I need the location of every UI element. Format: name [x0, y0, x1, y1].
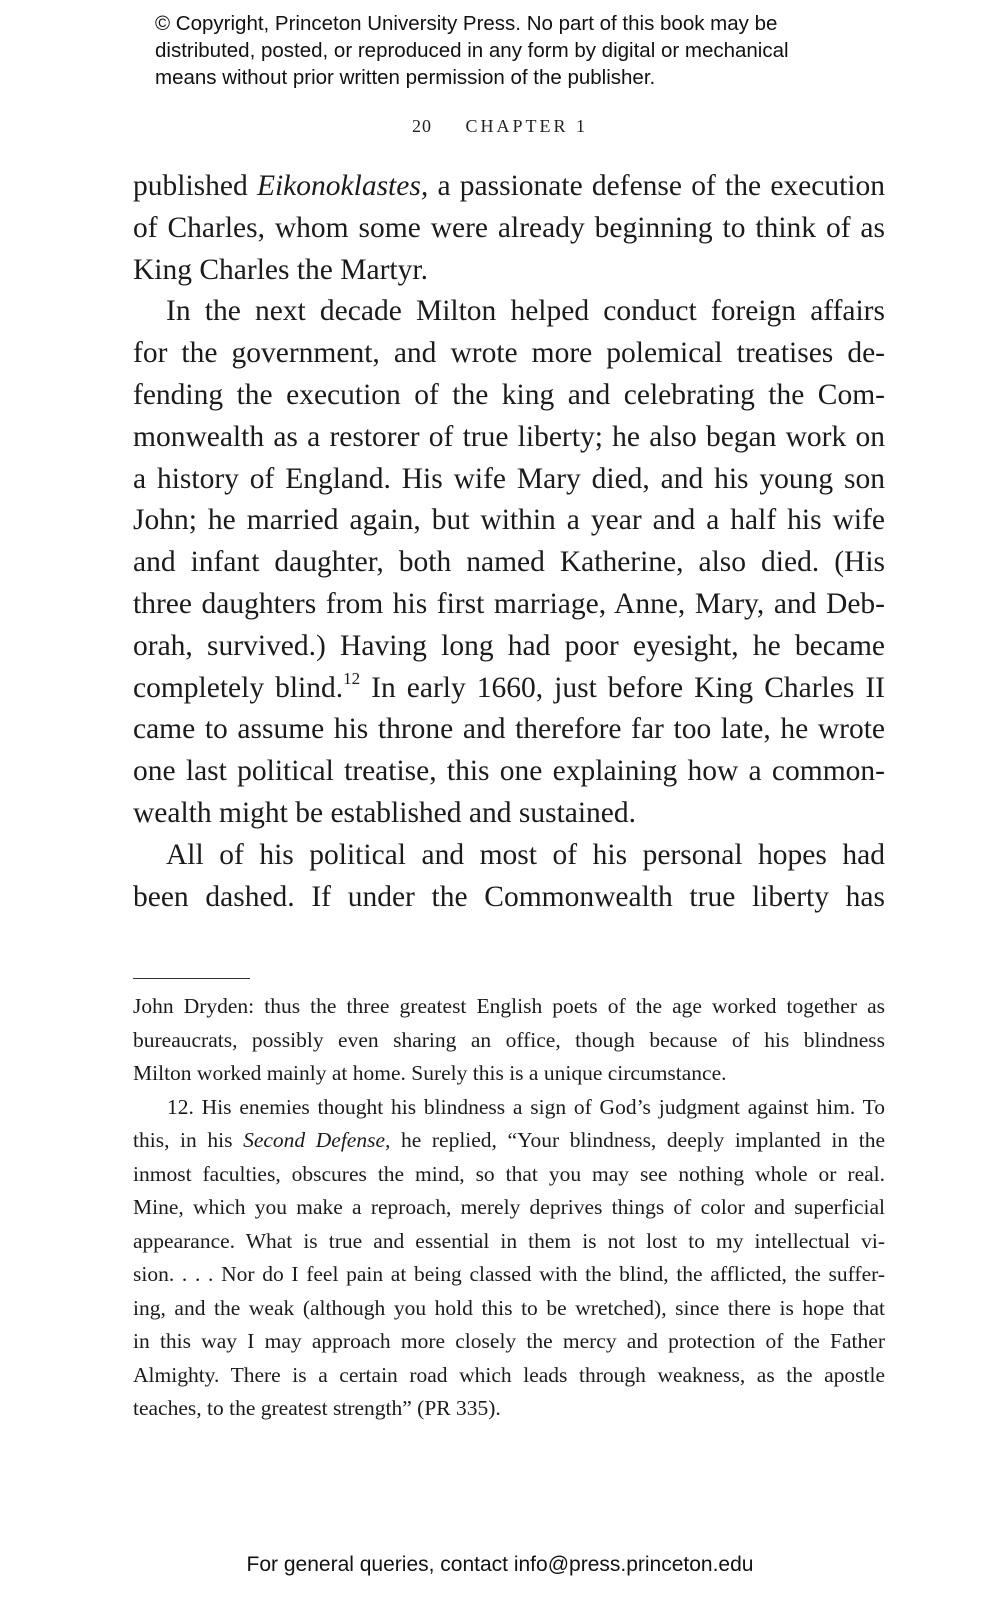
text-line: for the government, and wrote more polemical treatises de- — [133, 337, 885, 370]
text-line: of Charles, whom some were already beginning to think of as — [133, 211, 885, 244]
footnote-line: inmost faculties, obscures the mind, so that you may see nothing whole or real. — [133, 1161, 885, 1186]
text-line: three daughters from his first marriage, Anne, Mary, and Deb- — [133, 587, 885, 620]
footnote-line: teaches, to the greatest strength” (PR 335). — [133, 1396, 501, 1420]
text-line: All of his political and most of his personal hopes had — [166, 838, 885, 871]
footnote-ref: 12 — [343, 668, 361, 688]
text-line: monwealth as a restorer of true liberty; he also began work on — [133, 420, 885, 453]
footnote-line: John Dryden: thus the three greatest English poets of the age worked together as — [133, 994, 885, 1018]
text-line: fending the execution of the king and celebrating the Com- — [133, 378, 885, 411]
book-title-italic: Second Defense, — [243, 1128, 391, 1152]
text-line: been dashed. If under the Commonwealth true liberty has — [133, 880, 885, 913]
running-head — [0, 116, 1000, 137]
footer-contact: For general queries, contact info@press.princeton.edu — [246, 1553, 754, 1576]
copyright-line: © Copyright, Princeton University Press. No part of this book may be — [155, 12, 778, 35]
text-line: John; he married again, but within a year and a half his wife — [133, 504, 885, 537]
footnote-line: in this way I may approach more closely the mercy and protection of the Father — [133, 1329, 885, 1353]
copyright-line: means without prior written permission of the publisher. — [155, 66, 656, 89]
text-line: completely blind.$^{12}$ In early 1660, just before King Charles II — [133, 668, 885, 704]
footnote-line: appearance. What is true and essential in them is not lost to my intellectual vi- — [133, 1228, 885, 1253]
footnote-line: this, in his Second Defense, he replied, “Your blindness, deeply implanted in the — [133, 1128, 885, 1152]
text-line: wealth might be established and sustained. — [133, 796, 637, 829]
footnotes — [133, 990, 885, 1426]
text-line: came to assume his throne and therefore far too late, he wrote — [133, 713, 885, 746]
copyright-notice — [155, 10, 915, 91]
footnote-rule — [133, 978, 250, 979]
text-line: orah, survived.) Having long had poor eyesight, he became — [133, 629, 885, 662]
body-text — [133, 166, 885, 918]
chapter-label: CHAPTER 1 — [465, 116, 588, 136]
page-number: 20 — [411, 116, 432, 136]
footnote-line: ing, and the weak (although you hold this to be wretched), since there is hope that — [133, 1295, 885, 1320]
copyright-line: distributed, posted, or reproduced in any form by digital or mechanical — [155, 39, 789, 62]
footnote-line: Mine, which you make a reproach, merely deprives things of color and superficial — [133, 1195, 885, 1219]
text-line: published Eikonoklastes, a passionate defense of the execution — [133, 170, 885, 202]
text-line: King Charles the Martyr. — [133, 253, 428, 286]
footnote-line: sion. . . . Nor do I feel pain at being classed with the blind, the afflicted, the suffer- — [133, 1262, 885, 1286]
text-line: In the next decade Milton helped conduct foreign affairs — [166, 295, 885, 328]
text-line: and infant daughter, both named Katherine, also died. (His — [133, 546, 885, 579]
footnote-line: bureaucrats, possibly even sharing an office, though because of his blindness — [133, 1027, 885, 1052]
text-line: a history of England. His wife Mary died, and his young son — [133, 462, 885, 495]
book-title-italic: Eikonoklastes, — [256, 170, 429, 202]
footnote-line: Almighty. There is a certain road which leads through weakness, as the apostle — [133, 1362, 885, 1387]
text-line: one last political treatise, this one explaining how a common- — [133, 755, 885, 788]
footnote-line: 12. His enemies thought his blindness a sign of God’s judgment against him. To — [167, 1094, 885, 1119]
footnote-line: Milton worked mainly at home. Surely this is a unique circumstance. — [133, 1061, 727, 1085]
